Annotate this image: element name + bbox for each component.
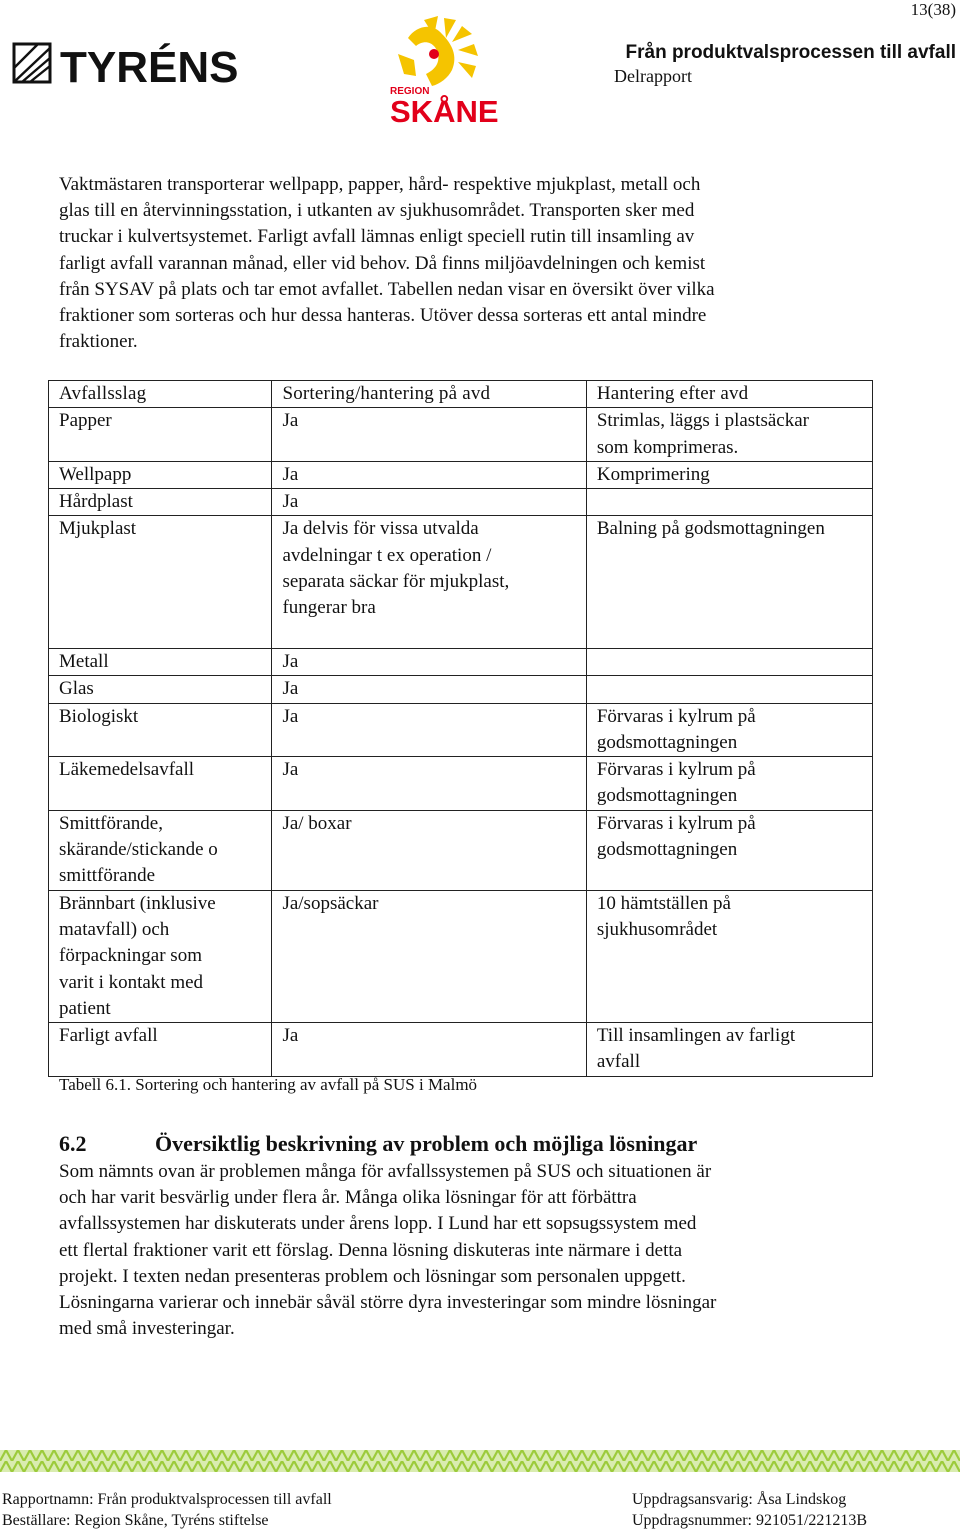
footer-client: Beställare: Region Skåne, Tyréns stiftelse (2, 1512, 269, 1529)
text-line: ett flertal fraktioner varit ett förslag. Denna lösning diskuteras inte närmare i detta (59, 1239, 683, 1261)
cell-line: Biologiskt (59, 705, 139, 727)
cell-line: avdelningar t ex operation / (282, 544, 492, 566)
cell-line: smittförande (59, 865, 156, 887)
cell-sorting (272, 461, 586, 488)
cell-line: Ja/sopsäckar (282, 892, 379, 914)
cell-waste-type (49, 703, 272, 757)
footer-report-name: Rapportnamn: Från produktvalsprocessen till avfall (2, 1491, 332, 1508)
cell-line: Läkemedelsavfall (59, 759, 195, 781)
text-line: Som nämnts ovan är problemen många för avfallssystemen på SUS och situationen är (59, 1161, 712, 1182)
tyrens-logo-mark (12, 38, 252, 90)
cell-line: Glas (59, 678, 94, 700)
cell-line: Ja (282, 650, 299, 672)
cell-line: godsmottagningen (596, 839, 738, 861)
report-type: Delrapport (614, 66, 692, 86)
cell-waste-type (49, 810, 272, 890)
cell-line: varit i kontakt med (59, 971, 204, 993)
cell-handling (586, 757, 872, 811)
table-row (49, 703, 873, 757)
section-title: Översiktlig beskrivning av problem och möjliga lösningar (155, 1131, 698, 1156)
cell-waste-type (49, 648, 272, 675)
text-line: Lösningarna varierar och innebär såväl större dyra investeringar som mindre lösningar (59, 1292, 717, 1314)
cell-line: Ja (282, 491, 299, 513)
tyrens-logo (12, 38, 252, 95)
text-line: och har varit besvärlig under flera år. Många olika lösningar för att förbättra (59, 1187, 637, 1209)
cell-line: Farligt avfall (59, 1025, 158, 1047)
cell-handling (586, 1023, 872, 1077)
skane-label: SKÅNE (390, 94, 499, 126)
cell-line: Ja (282, 463, 299, 485)
cell-line: Till insamlingen av farligt (596, 1025, 796, 1047)
text-line: projekt. I texten nedan presenteras problem och lösningar som personalen uppgett. (59, 1265, 686, 1287)
text-line: med små investeringar. (59, 1318, 235, 1340)
cell-waste-type (49, 489, 272, 516)
cell-handling (586, 676, 872, 703)
cell-line: avfall (596, 1051, 641, 1073)
cell-line: Mjukplast (59, 518, 137, 540)
cell-waste-type (49, 516, 272, 648)
cell-line: som komprimeras. (596, 436, 739, 458)
cell-line: godsmottagningen (596, 731, 738, 753)
cell-line: Ja/ boxar (282, 812, 352, 834)
cell-waste-type (49, 757, 272, 811)
cell-handling (586, 810, 872, 890)
text-line: avfallssystemen har diskuterats under årens lopp. I Lund har ett sopsugssystem med (59, 1213, 697, 1235)
section-paragraph (59, 1159, 839, 1342)
cell-sorting (272, 1023, 586, 1077)
cell-line: Metall (59, 650, 109, 672)
cell-line: Brännbart (inklusive (59, 892, 216, 914)
cell-sorting (272, 516, 586, 648)
footer-pattern (0, 1450, 960, 1472)
tyrens-logo-text: TYRÉNS (60, 43, 239, 90)
cell-line: separata säckar för mjukplast, (282, 571, 510, 593)
table-row (49, 408, 873, 462)
cell-line: Strimlas, läggs i plastsäckar (596, 410, 809, 432)
cell-line: matavfall) och (59, 918, 170, 940)
table-row (49, 1023, 873, 1077)
report-title: Från produktvalsprocessen till avfall (625, 42, 956, 63)
waste-sorting-table (48, 380, 873, 1077)
table-row (49, 810, 873, 890)
section-number: 6.2 (59, 1131, 87, 1156)
cell-line: Ja (282, 410, 299, 432)
table-row (49, 516, 873, 648)
cell-waste-type (49, 461, 272, 488)
table-row (49, 489, 873, 516)
table-caption: Tabell 6.1. Sortering och hantering av avfall på SUS i Malmö (59, 1075, 478, 1094)
region-skane-logo (386, 14, 510, 131)
cell-line: Ja (282, 705, 299, 727)
cell-sorting (272, 408, 586, 462)
cell-line: godsmottagningen (596, 785, 738, 807)
intro-paragraph (59, 172, 839, 355)
cell-line: patient (59, 997, 111, 1019)
cell-handling (586, 703, 872, 757)
cell-line-empty (282, 622, 575, 648)
cell-line: Ja (282, 678, 299, 700)
text-line: från SYSAV på plats och tar emot avfallet. Tabellen nedan visar en översikt över vilka (59, 278, 715, 300)
cell-handling (586, 516, 872, 648)
table-row (49, 890, 873, 1022)
text-line: Vaktmästaren transporterar wellpapp, papper, hård- respektive mjukplast, metall och (59, 174, 701, 195)
cell-sorting (272, 890, 586, 1022)
cell-sorting (272, 676, 586, 703)
text-line: glas till en återvinningsstation, i utkanten av sjukhusområdet. Transporten sker med (59, 200, 695, 222)
cell-waste-type (49, 408, 272, 462)
column-header: Avfallsslag (49, 381, 272, 408)
cell-line: sjukhusområdet (596, 918, 718, 940)
cell-line: Förvaras i kylrum på (596, 705, 756, 727)
footer-assignment-number: Uppdragsnummer: 921051/221213B (632, 1512, 868, 1529)
page-number: 13(38) (910, 0, 956, 19)
cell-line: 10 hämtställen på (596, 892, 731, 914)
cell-line: Förvaras i kylrum på (596, 812, 756, 834)
table-row (49, 648, 873, 675)
region-skane-griffin-icon (386, 14, 510, 126)
cell-line: Smittförande, (59, 812, 163, 834)
column-header: Hantering efter avd (586, 381, 872, 408)
section-heading (59, 1131, 697, 1157)
cell-line: Komprimering (596, 463, 710, 485)
text-line: farligt avfall varannan månad, eller vid behov. Då finns miljöavdelningen och kemist (59, 252, 706, 274)
cell-waste-type (49, 676, 272, 703)
cell-handling (586, 489, 872, 516)
text-line: fraktioner. (59, 331, 138, 353)
cell-waste-type (49, 1023, 272, 1077)
cell-sorting (272, 489, 586, 516)
cell-line: förpackningar som (59, 945, 202, 967)
cell-handling (586, 408, 872, 462)
cell-sorting (272, 703, 586, 757)
cell-sorting (272, 810, 586, 890)
cell-line: Ja (282, 1025, 299, 1047)
cell-line: Förvaras i kylrum på (596, 759, 756, 781)
table-row (49, 461, 873, 488)
footer-responsible: Uppdragsansvarig: Åsa Lindskog (632, 1491, 847, 1508)
table-row (49, 676, 873, 703)
cell-line: fungerar bra (282, 597, 376, 619)
cell-sorting (272, 757, 586, 811)
table-row (49, 757, 873, 811)
cell-waste-type (49, 890, 272, 1022)
text-line: truckar i kulvertsystemet. Farligt avfall lämnas enligt speciell rutin till insamling av (59, 226, 695, 248)
region-label: REGION (390, 86, 430, 97)
cell-line: Ja (282, 759, 299, 781)
cell-sorting (272, 648, 586, 675)
text-line: fraktioner som sorteras och hur dessa hanteras. Utöver dessa sorteras ett antal mindre (59, 305, 707, 327)
cell-handling (586, 648, 872, 675)
cell-line: skärande/stickande o (59, 839, 218, 861)
table-header-row (49, 381, 873, 408)
cell-handling (586, 461, 872, 488)
cell-line: Hårdplast (59, 491, 133, 513)
cell-line: Ja delvis för vissa utvalda (282, 518, 479, 540)
cell-line: Papper (59, 410, 112, 432)
cell-line: Wellpapp (59, 463, 132, 485)
column-header: Sortering/hantering på avd (272, 381, 586, 408)
cell-handling (586, 890, 872, 1022)
footer-decorative-band (0, 1450, 960, 1472)
cell-line: Balning på godsmottagningen (596, 518, 825, 540)
